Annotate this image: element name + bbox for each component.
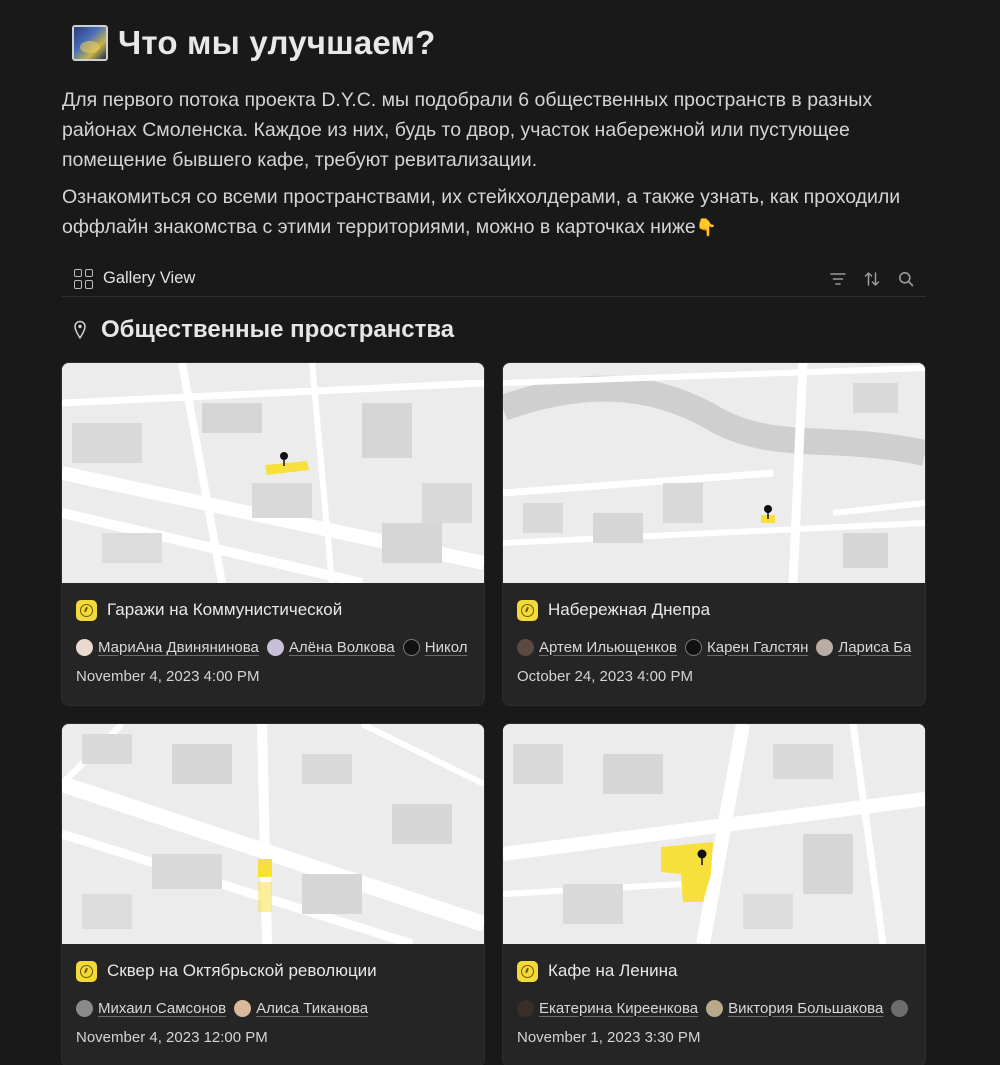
avatar: [685, 639, 702, 656]
intro-paragraph-1: Для первого потока проекта D.Y.C. мы подобрали 6 общественных пространств в разных районах Смоленска. Каждое из них, будь то двор, участок набережной или пустующее помещение бывшего кафе, требуют ревитализации.: [62, 89, 873, 171]
avatar: [403, 639, 420, 656]
card-date: November 1, 2023 3:30 PM: [517, 1029, 701, 1046]
sort-icon[interactable]: [862, 269, 882, 289]
person-tag[interactable]: Алёна Волкова: [267, 639, 395, 656]
pointing-down-emoji-icon: 👇: [695, 218, 717, 237]
gallery-card[interactable]: [503, 363, 925, 705]
people-list: [76, 636, 470, 658]
person-tag[interactable]: Артем Ильющенков: [517, 639, 677, 656]
person-tag[interactable]: Лариса Ба: [816, 639, 911, 656]
avatar: [816, 639, 833, 656]
map-preview: [62, 363, 484, 583]
compass-icon: [517, 961, 538, 982]
avatar: [517, 639, 534, 656]
page-title-row: [62, 0, 926, 86]
people-list: [76, 997, 470, 1019]
person-tag[interactable]: Никол: [403, 639, 468, 656]
people-list: [517, 997, 911, 1019]
people-list: [517, 636, 911, 658]
compass-icon: [76, 600, 97, 621]
card-date: November 4, 2023 12:00 PM: [76, 1029, 268, 1046]
grid-icon: [74, 269, 94, 289]
database-title[interactable]: Общественные пространства: [101, 316, 455, 343]
avatar: [76, 1000, 93, 1017]
avatar: [706, 1000, 723, 1017]
person-tag[interactable]: Екатерина Киреенкова: [517, 1000, 698, 1017]
page: [62, 0, 926, 1065]
intro-paragraph-2: [62, 182, 926, 243]
person-tag[interactable]: Михаил Самсонов: [76, 1000, 226, 1017]
card-date: November 4, 2023 4:00 PM: [76, 668, 260, 685]
card-title: Кафе на Ленина: [548, 961, 678, 980]
map-preview: [503, 724, 925, 944]
person-tag[interactable]: МариАна Двинянинова: [76, 639, 259, 656]
card-title: Набережная Днепра: [548, 600, 711, 619]
person-tag[interactable]: [891, 1000, 911, 1017]
gallery-view-label: Gallery View: [103, 269, 196, 287]
database-view-bar: [62, 261, 926, 297]
avatar: [76, 639, 93, 656]
avatar: [891, 1000, 908, 1017]
filter-icon[interactable]: [828, 269, 848, 289]
person-tag[interactable]: Алиса Тиканова: [234, 1000, 368, 1017]
gallery-view-tab[interactable]: [62, 269, 195, 289]
person-tag[interactable]: Виктория Большакова: [706, 1000, 883, 1017]
starry-night-emoji-icon: [72, 25, 108, 61]
gallery-card[interactable]: [62, 363, 484, 705]
search-icon[interactable]: [896, 269, 916, 289]
intro-paragraph-2-text: Ознакомиться со всеми пространствами, их стейкхолдерами, а также узнать, как проходили оффлайн знакомства с этими территориями, можно в карточках ниже: [62, 186, 901, 238]
avatar: [234, 1000, 251, 1017]
gallery-card[interactable]: [62, 724, 484, 1065]
card-date: October 24, 2023 4:00 PM: [517, 668, 693, 685]
page-title: Что мы улучшаем?: [118, 24, 436, 61]
map-preview: [62, 724, 484, 944]
compass-icon: [76, 961, 97, 982]
gallery: [62, 363, 926, 1065]
avatar: [517, 1000, 534, 1017]
card-title: Гаражи на Коммунистической: [107, 600, 343, 619]
avatar: [267, 639, 284, 656]
person-tag[interactable]: Карен Галстян: [685, 639, 808, 656]
map-preview: [503, 363, 925, 583]
view-tools: [828, 269, 926, 289]
database-title-row: [62, 297, 926, 363]
card-title: Сквер на Октябрьской революции: [107, 961, 377, 980]
gallery-card[interactable]: [503, 724, 925, 1065]
map-pin-icon: [72, 320, 88, 340]
compass-icon: [517, 600, 538, 621]
